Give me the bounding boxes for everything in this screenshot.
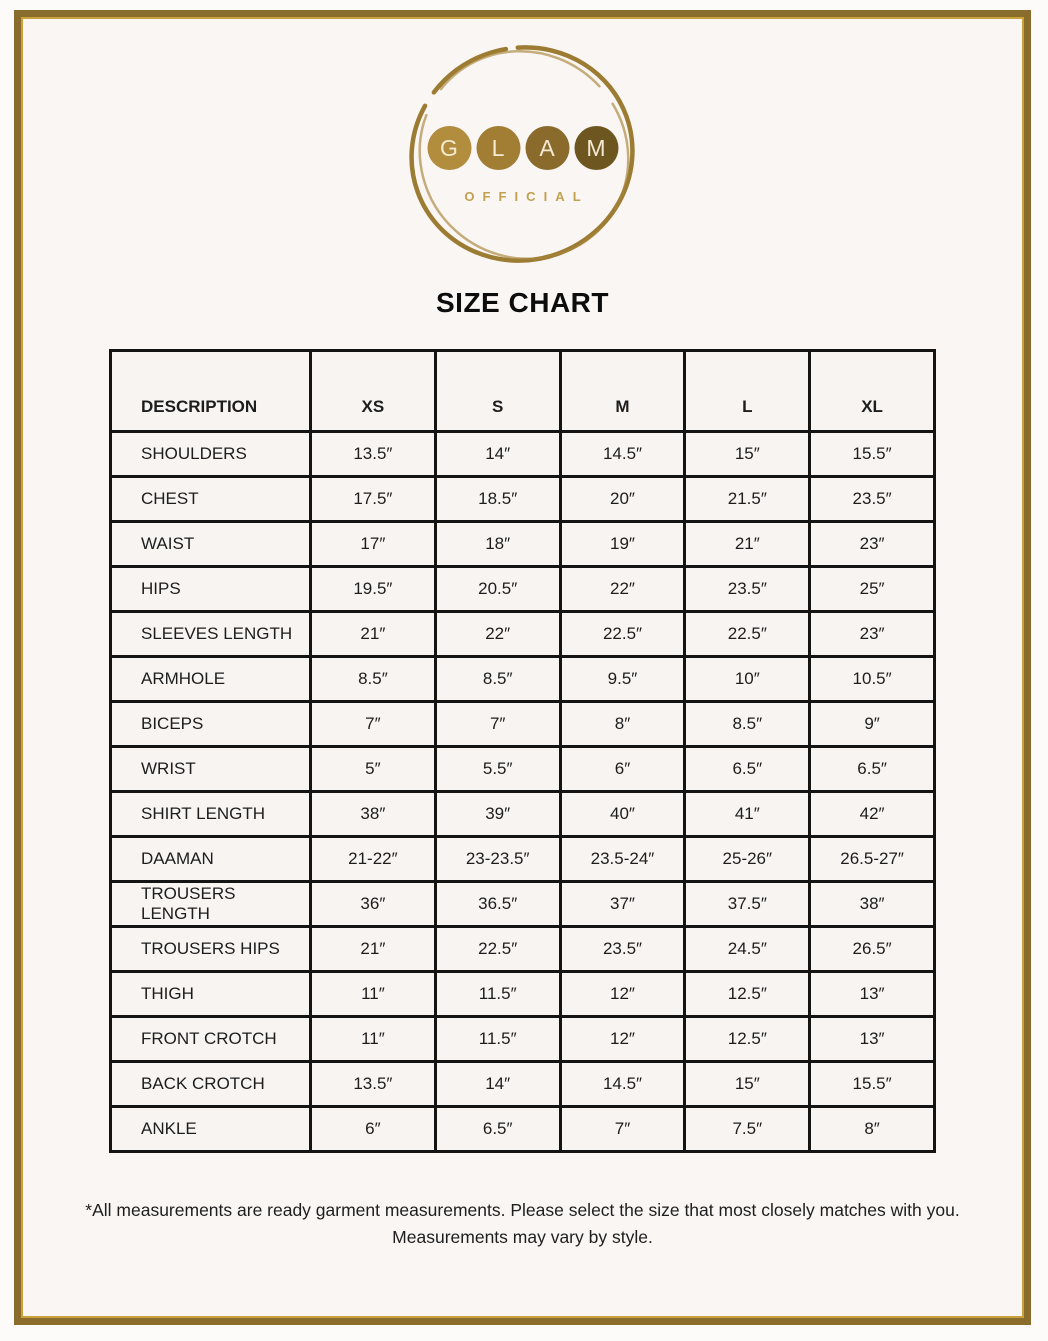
table-row [111,1062,935,1107]
measurement-cell: 10″ [685,657,810,702]
row-label: THIGH [111,972,311,1017]
measurement-cell: 21″ [685,522,810,567]
measurement-cell: 23-23.5″ [435,837,560,882]
gold-frame [14,10,1031,1325]
measurement-cell: 8″ [810,1107,935,1152]
row-label: SHOULDERS [111,432,311,477]
measurement-cell: 19.5″ [311,567,436,612]
measurement-cell: 5″ [311,747,436,792]
measurement-cell: 8″ [560,702,685,747]
table-row [111,432,935,477]
measurement-cell: 13″ [810,972,935,1017]
measurement-cell: 37″ [560,882,685,927]
table-row [111,702,935,747]
measurement-cell: 25-26″ [685,837,810,882]
logo-letter-circle: G [427,126,471,170]
page-content [21,17,1024,1318]
measurement-cell: 12″ [560,972,685,1017]
table-row [111,1017,935,1062]
measurement-cell: 15″ [685,432,810,477]
row-label: WAIST [111,522,311,567]
measurement-cell: 7″ [560,1107,685,1152]
table-row [111,882,935,927]
page-title: SIZE CHART [436,287,609,318]
row-label: ANKLE [111,1107,311,1152]
measurement-cell: 11.5″ [435,1017,560,1062]
measurement-cell: 12.5″ [685,972,810,1017]
measurement-cell: 40″ [560,792,685,837]
measurement-cell: 8.5″ [311,657,436,702]
measurement-cell: 6.5″ [435,1107,560,1152]
measurement-cell: 22.5″ [435,927,560,972]
measurement-cell: 9″ [810,702,935,747]
row-label: SHIRT LENGTH [111,792,311,837]
measurement-cell: 8.5″ [435,657,560,702]
measurement-cell: 15″ [685,1062,810,1107]
size-chart-header-row [111,351,935,432]
table-row [111,567,935,612]
table-row [111,792,935,837]
row-label: TROUSERS LENGTH [111,882,311,927]
measurement-cell: 18.5″ [435,477,560,522]
footer-line-2: Measurements may vary by style. [392,1227,653,1248]
measurement-cell: 12.5″ [685,1017,810,1062]
logo-subtitle: OFFICIAL [464,189,589,204]
measurement-cell: 23″ [810,522,935,567]
measurement-cell: 21-22″ [311,837,436,882]
measurement-cell: 14″ [435,432,560,477]
column-header-m: M [560,351,685,432]
measurement-cell: 26.5″ [810,927,935,972]
column-header-xl: XL [810,351,935,432]
measurement-cell: 23.5-24″ [560,837,685,882]
row-label: HIPS [111,567,311,612]
measurement-cell: 22.5″ [685,612,810,657]
row-label: SLEEVES LENGTH [111,612,311,657]
row-label: BICEPS [111,702,311,747]
measurement-cell: 7.5″ [685,1107,810,1152]
row-label: WRIST [111,747,311,792]
measurement-cell: 38″ [311,792,436,837]
row-label: CHEST [111,477,311,522]
brand-logo [403,41,643,269]
size-chart-body [111,432,935,1152]
measurement-cell: 15.5″ [810,1062,935,1107]
measurement-cell: 23.5″ [560,927,685,972]
measurement-cell: 19″ [560,522,685,567]
table-row [111,522,935,567]
measurement-cell: 6.5″ [685,747,810,792]
measurement-cell: 42″ [810,792,935,837]
table-row [111,837,935,882]
table-row [111,657,935,702]
row-label: TROUSERS HIPS [111,927,311,972]
measurement-cell: 17″ [311,522,436,567]
measurement-cell: 38″ [810,882,935,927]
measurement-cell: 21″ [311,612,436,657]
measurement-cell: 22″ [560,567,685,612]
column-header-s: S [435,351,560,432]
measurement-cell: 15.5″ [810,432,935,477]
measurement-cell: 6″ [560,747,685,792]
measurement-cell: 23″ [810,612,935,657]
measurement-cell: 13.5″ [311,1062,436,1107]
column-header-l: L [685,351,810,432]
measurement-cell: 7″ [435,702,560,747]
measurement-cell: 10.5″ [810,657,935,702]
table-row [111,972,935,1017]
row-label: FRONT CROTCH [111,1017,311,1062]
measurement-cell: 21″ [311,927,436,972]
logo-letter-circle: M [574,126,618,170]
measurement-cell: 36″ [311,882,436,927]
measurement-cell: 11.5″ [435,972,560,1017]
measurement-cell: 20″ [560,477,685,522]
measurement-cell: 6″ [311,1107,436,1152]
logo-letter-circle: L [476,126,520,170]
measurement-cell: 18″ [435,522,560,567]
measurement-cell: 17.5″ [311,477,436,522]
measurement-cell: 23.5″ [810,477,935,522]
measurement-cell: 41″ [685,792,810,837]
measurement-cell: 37.5″ [685,882,810,927]
measurement-cell: 22.5″ [560,612,685,657]
footer-line-1: *All measurements are ready garment measurements. Please select the size that most closely matches with you. [85,1200,960,1220]
measurement-cell: 11″ [311,1017,436,1062]
measurement-cell: 21.5″ [685,477,810,522]
measurement-cell: 14.5″ [560,1062,685,1107]
measurement-cell: 36.5″ [435,882,560,927]
measurement-cell: 39″ [435,792,560,837]
measurement-cell: 12″ [560,1017,685,1062]
logo-letters [427,126,618,170]
measurement-cell: 5.5″ [435,747,560,792]
table-row [111,747,935,792]
table-row [111,927,935,972]
row-label: DAAMAN [111,837,311,882]
column-header-xs: XS [311,351,436,432]
measurement-cell: 23.5″ [685,567,810,612]
table-row [111,477,935,522]
table-row [111,1107,935,1152]
row-label: BACK CROTCH [111,1062,311,1107]
measurement-cell: 7″ [311,702,436,747]
measurement-cell: 24.5″ [685,927,810,972]
measurement-cell: 20.5″ [435,567,560,612]
size-chart-table [109,349,936,1153]
measurement-cell: 13″ [810,1017,935,1062]
measurement-cell: 6.5″ [810,747,935,792]
column-header-description: DESCRIPTION [111,351,311,432]
measurement-cell: 25″ [810,567,935,612]
footer-note [21,1197,1024,1251]
measurement-cell: 14.5″ [560,432,685,477]
measurement-cell: 26.5-27″ [810,837,935,882]
table-row [111,612,935,657]
measurement-cell: 13.5″ [311,432,436,477]
measurement-cell: 11″ [311,972,436,1017]
measurement-cell: 22″ [435,612,560,657]
measurement-cell: 8.5″ [685,702,810,747]
logo-letter-circle: A [525,126,569,170]
measurement-cell: 14″ [435,1062,560,1107]
measurement-cell: 9.5″ [560,657,685,702]
row-label: ARMHOLE [111,657,311,702]
